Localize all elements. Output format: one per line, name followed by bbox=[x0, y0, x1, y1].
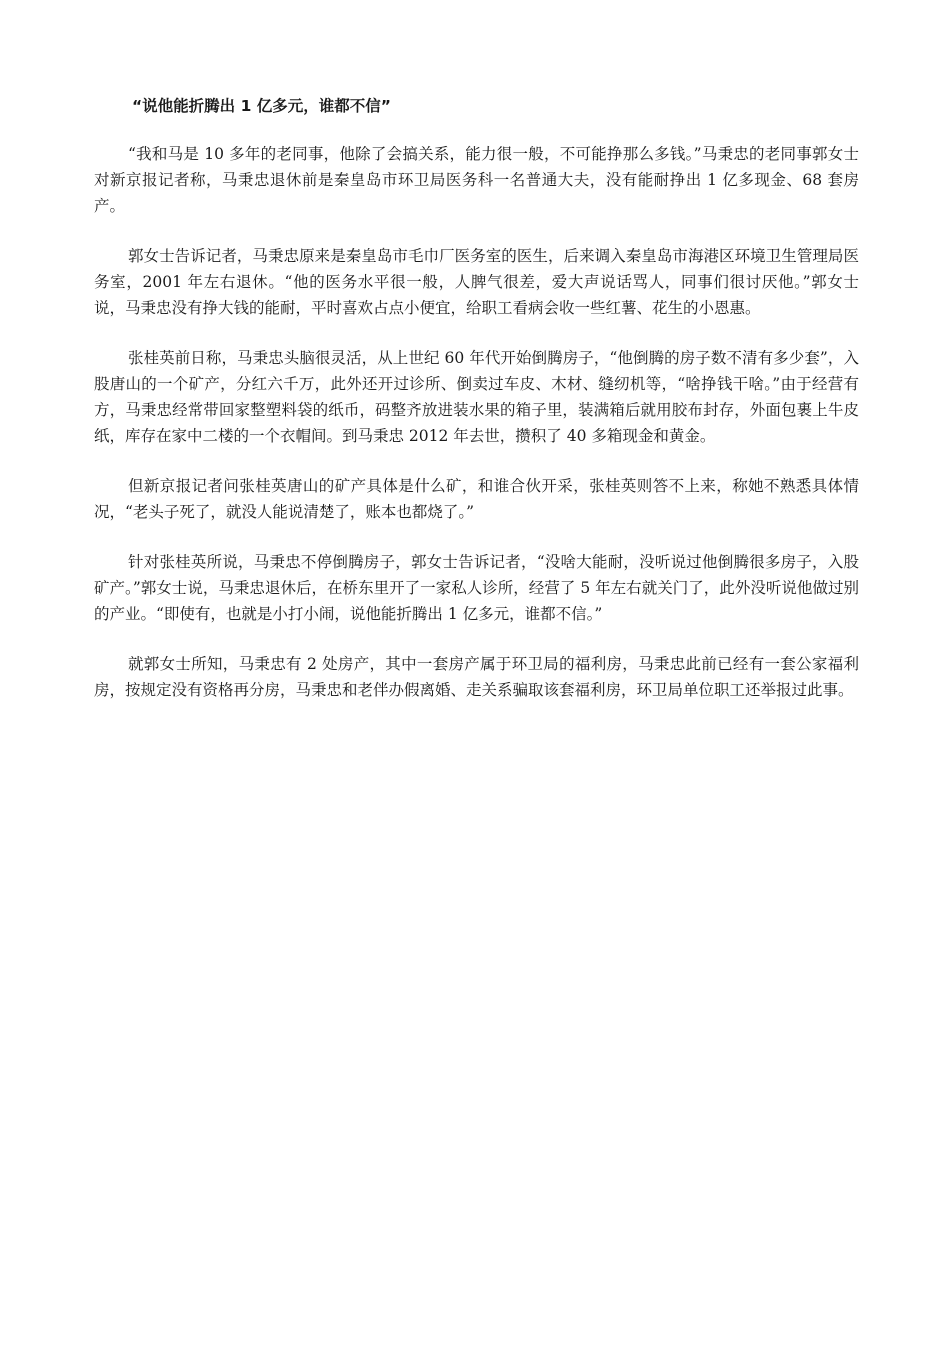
paragraph-5: 针对张桂英所说，马秉忠不停倒腾房子，郭女士告诉记者，“没啥大能耐，没听说过他倒腾很多房子，入股矿产。”郭女士说，马秉忠退休后，在桥东里开了一家私人诊所，经营了 5 年左右就关门了，此外没听说他做过别的产业。“即使有，也就是小打小闹，说他能折腾出 1 亿多元，谁都不信。” bbox=[94, 553, 859, 623]
paragraph-1: “我和马是 10 多年的老同事，他除了会搞关系，能力很一般，不可能挣那么多钱。”马秉忠的老同事郭女士对新京报记者称，马秉忠退休前是秦皇岛市环卫局医务科一名普通大夫，没有能耐挣出 1 亿多现金、68 套房产。 bbox=[94, 145, 859, 215]
paragraph-2: 郭女士告诉记者，马秉忠原来是秦皇岛市毛巾厂医务室的医生，后来调入秦皇岛市海港区环境卫生管理局医务室，2001 年左右退休。“他的医务水平很一般，人脾气很差，爱大声说话骂人，同事们很讨厌他。”郭女士说，马秉忠没有挣大钱的能耐，平时喜欢占点小便宜，给职工看病会收一些红薯、花生的小恩惠。 bbox=[94, 247, 859, 317]
article-body bbox=[94, 93, 859, 727]
paragraph-3: 张桂英前日称，马秉忠头脑很灵活，从上世纪 60 年代开始倒腾房子，“他倒腾的房子数不清有多少套”，入股唐山的一个矿产，分红六千万，此外还开过诊所、倒卖过车皮、木材、缝纫机等，“啥挣钱干啥。”由于经营有方，马秉忠经常带回家整塑料袋的纸币，码整齐放进装水果的箱子里，装满箱后就用胶布封存，外面包裹上牛皮纸，库存在家中二楼的一个衣帽间。到马秉忠 2012 年去世，攒积了 40 多箱现金和黄金。 bbox=[94, 349, 859, 445]
section-heading: “说他能折腾出 1 亿多元，谁都不信” bbox=[132, 97, 391, 115]
paragraph-4: 但新京报记者问张桂英唐山的矿产具体是什么矿，和谁合伙开采，张桂英则答不上来，称她不熟悉具体情况，“老头子死了，就没人能说清楚了，账本也都烧了。” bbox=[94, 477, 859, 521]
paragraph-6: 就郭女士所知，马秉忠有 2 处房产，其中一套房产属于环卫局的福利房，马秉忠此前已经有一套公家福利房，按规定没有资格再分房，马秉忠和老伴办假离婚、走关系骗取该套福利房，环卫局单位职工还举报过此事。 bbox=[94, 655, 859, 699]
